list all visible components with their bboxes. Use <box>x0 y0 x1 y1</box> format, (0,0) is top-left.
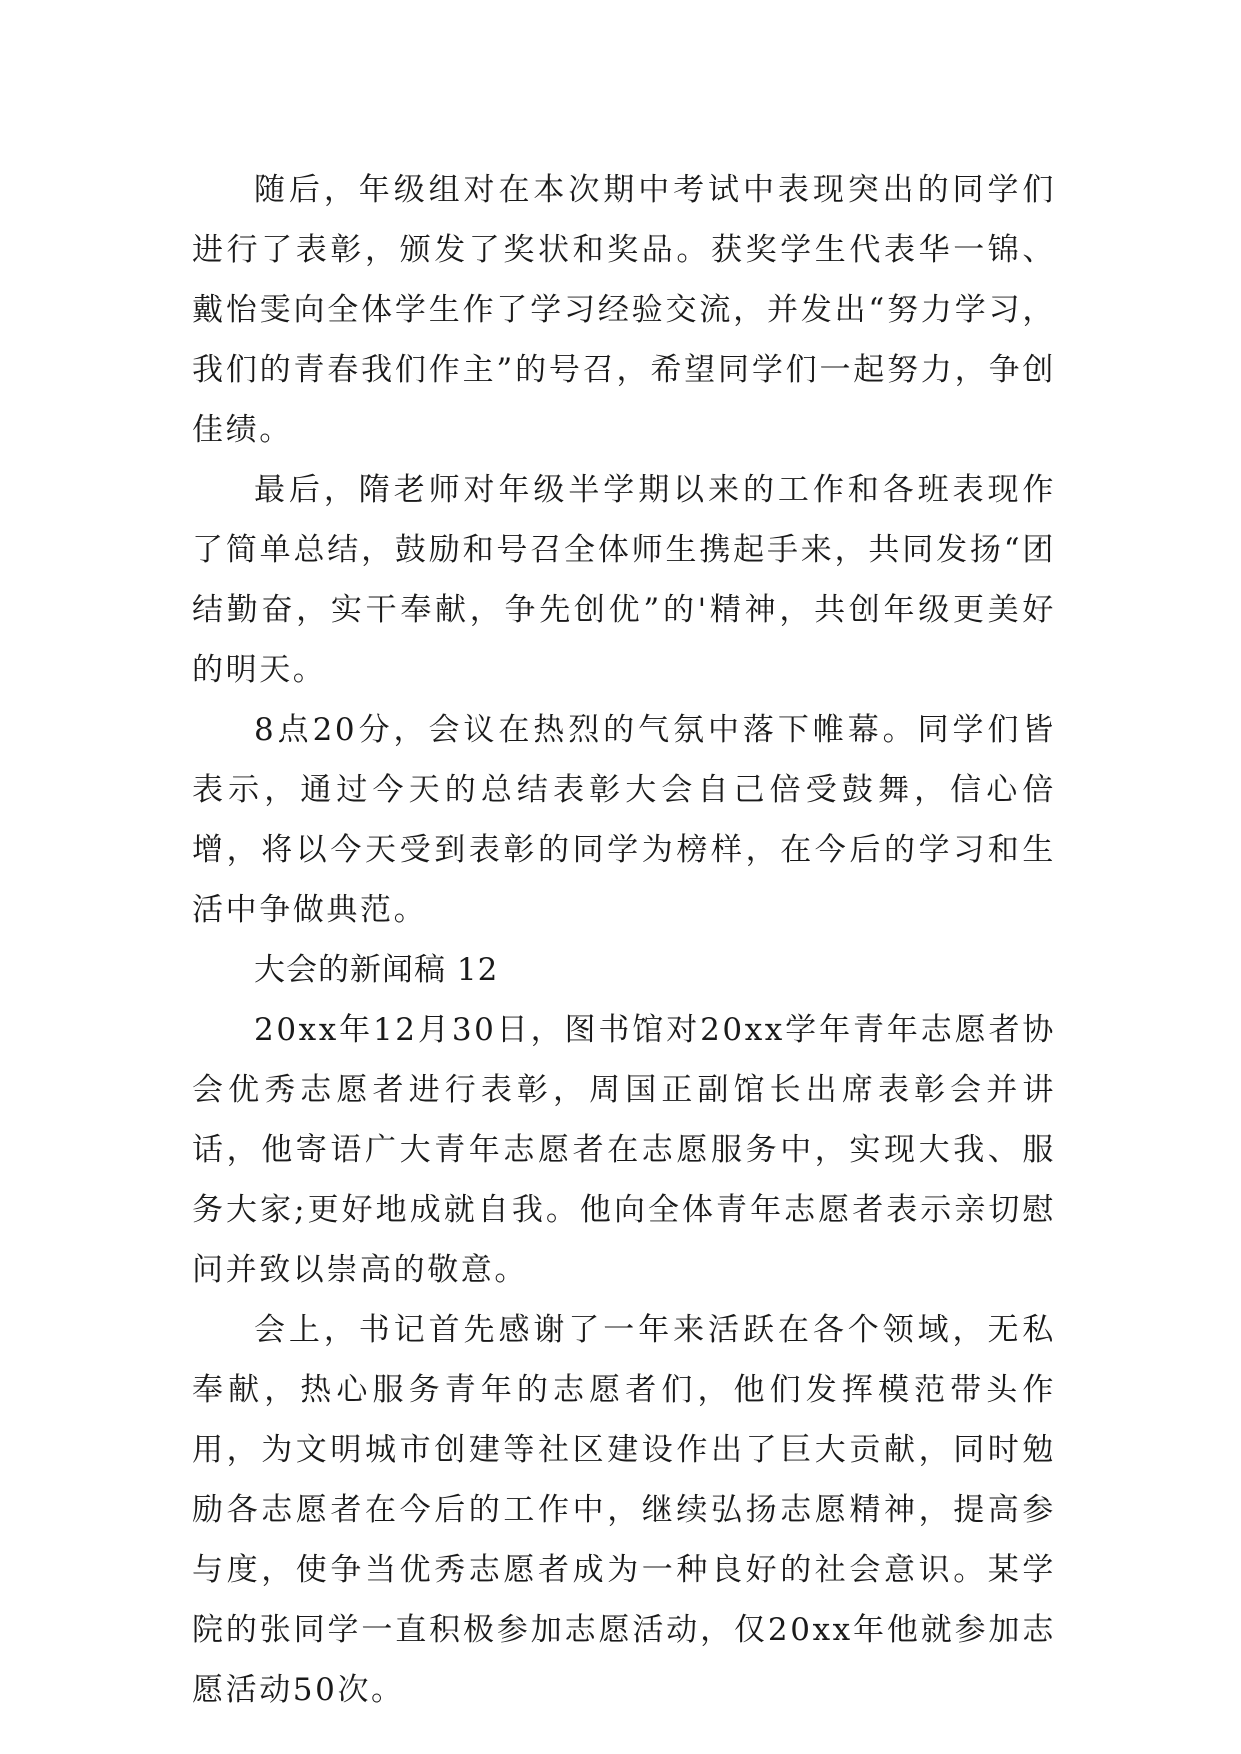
paragraph-secretary-speech: 会上，书记首先感谢了一年来活跃在各个领域，无私奉献，热心服务青年的志愿者们，他们发挥模范带头作用，为文明城市创建等社区建设作出了巨大贡献，同时勉励各志愿者在今后的工作中，继续弘扬志愿精神，提高参与度，使争当优秀志愿者成为一种良好的社会意识。某学院的张同学一直积极参加志愿活动，仅20xx年他就参加志愿活动50次。 <box>192 1312 1057 1708</box>
document-body <box>192 160 1056 1720</box>
paragraph-summary: 最后，隋老师对年级半学期以来的工作和各班表现作了简单总结，鼓励和号召全体师生携起手来，共同发扬“团结勤奋，实干奉献，争先创优”的'精神，共创年级更美好的明天。 <box>192 472 1056 688</box>
paragraph-closing: 8点20分，会议在热烈的气氛中落下帷幕。同学们皆表示，通过今天的总结表彰大会自己倍受鼓舞，信心倍增，将以今天受到表彰的同学为榜样，在今后的学习和生活中争做典范。 <box>192 712 1056 928</box>
paragraph-volunteer-award: 20xx年12月30日，图书馆对20xx学年青年志愿者协会优秀志愿者进行表彰，周国正副馆长出席表彰会并讲话，他寄语广大青年志愿者在志愿服务中，实现大我、服务大家;更好地成就自我。他向全体青年志愿者表示亲切慰问并致以崇高的敬意。 <box>192 1012 1056 1288</box>
paragraph-commendation: 随后，年级组对在本次期中考试中表现突出的同学们进行了表彰，颁发了奖状和奖品。获奖学生代表华一锦、戴怡雯向全体学生作了学习经验交流，并发出“努力学习，我们的青春我们作主”的号召，希望同学们一起努力，争创佳绩。 <box>192 172 1056 448</box>
section-heading: 大会的新闻稿 12 <box>254 952 499 988</box>
